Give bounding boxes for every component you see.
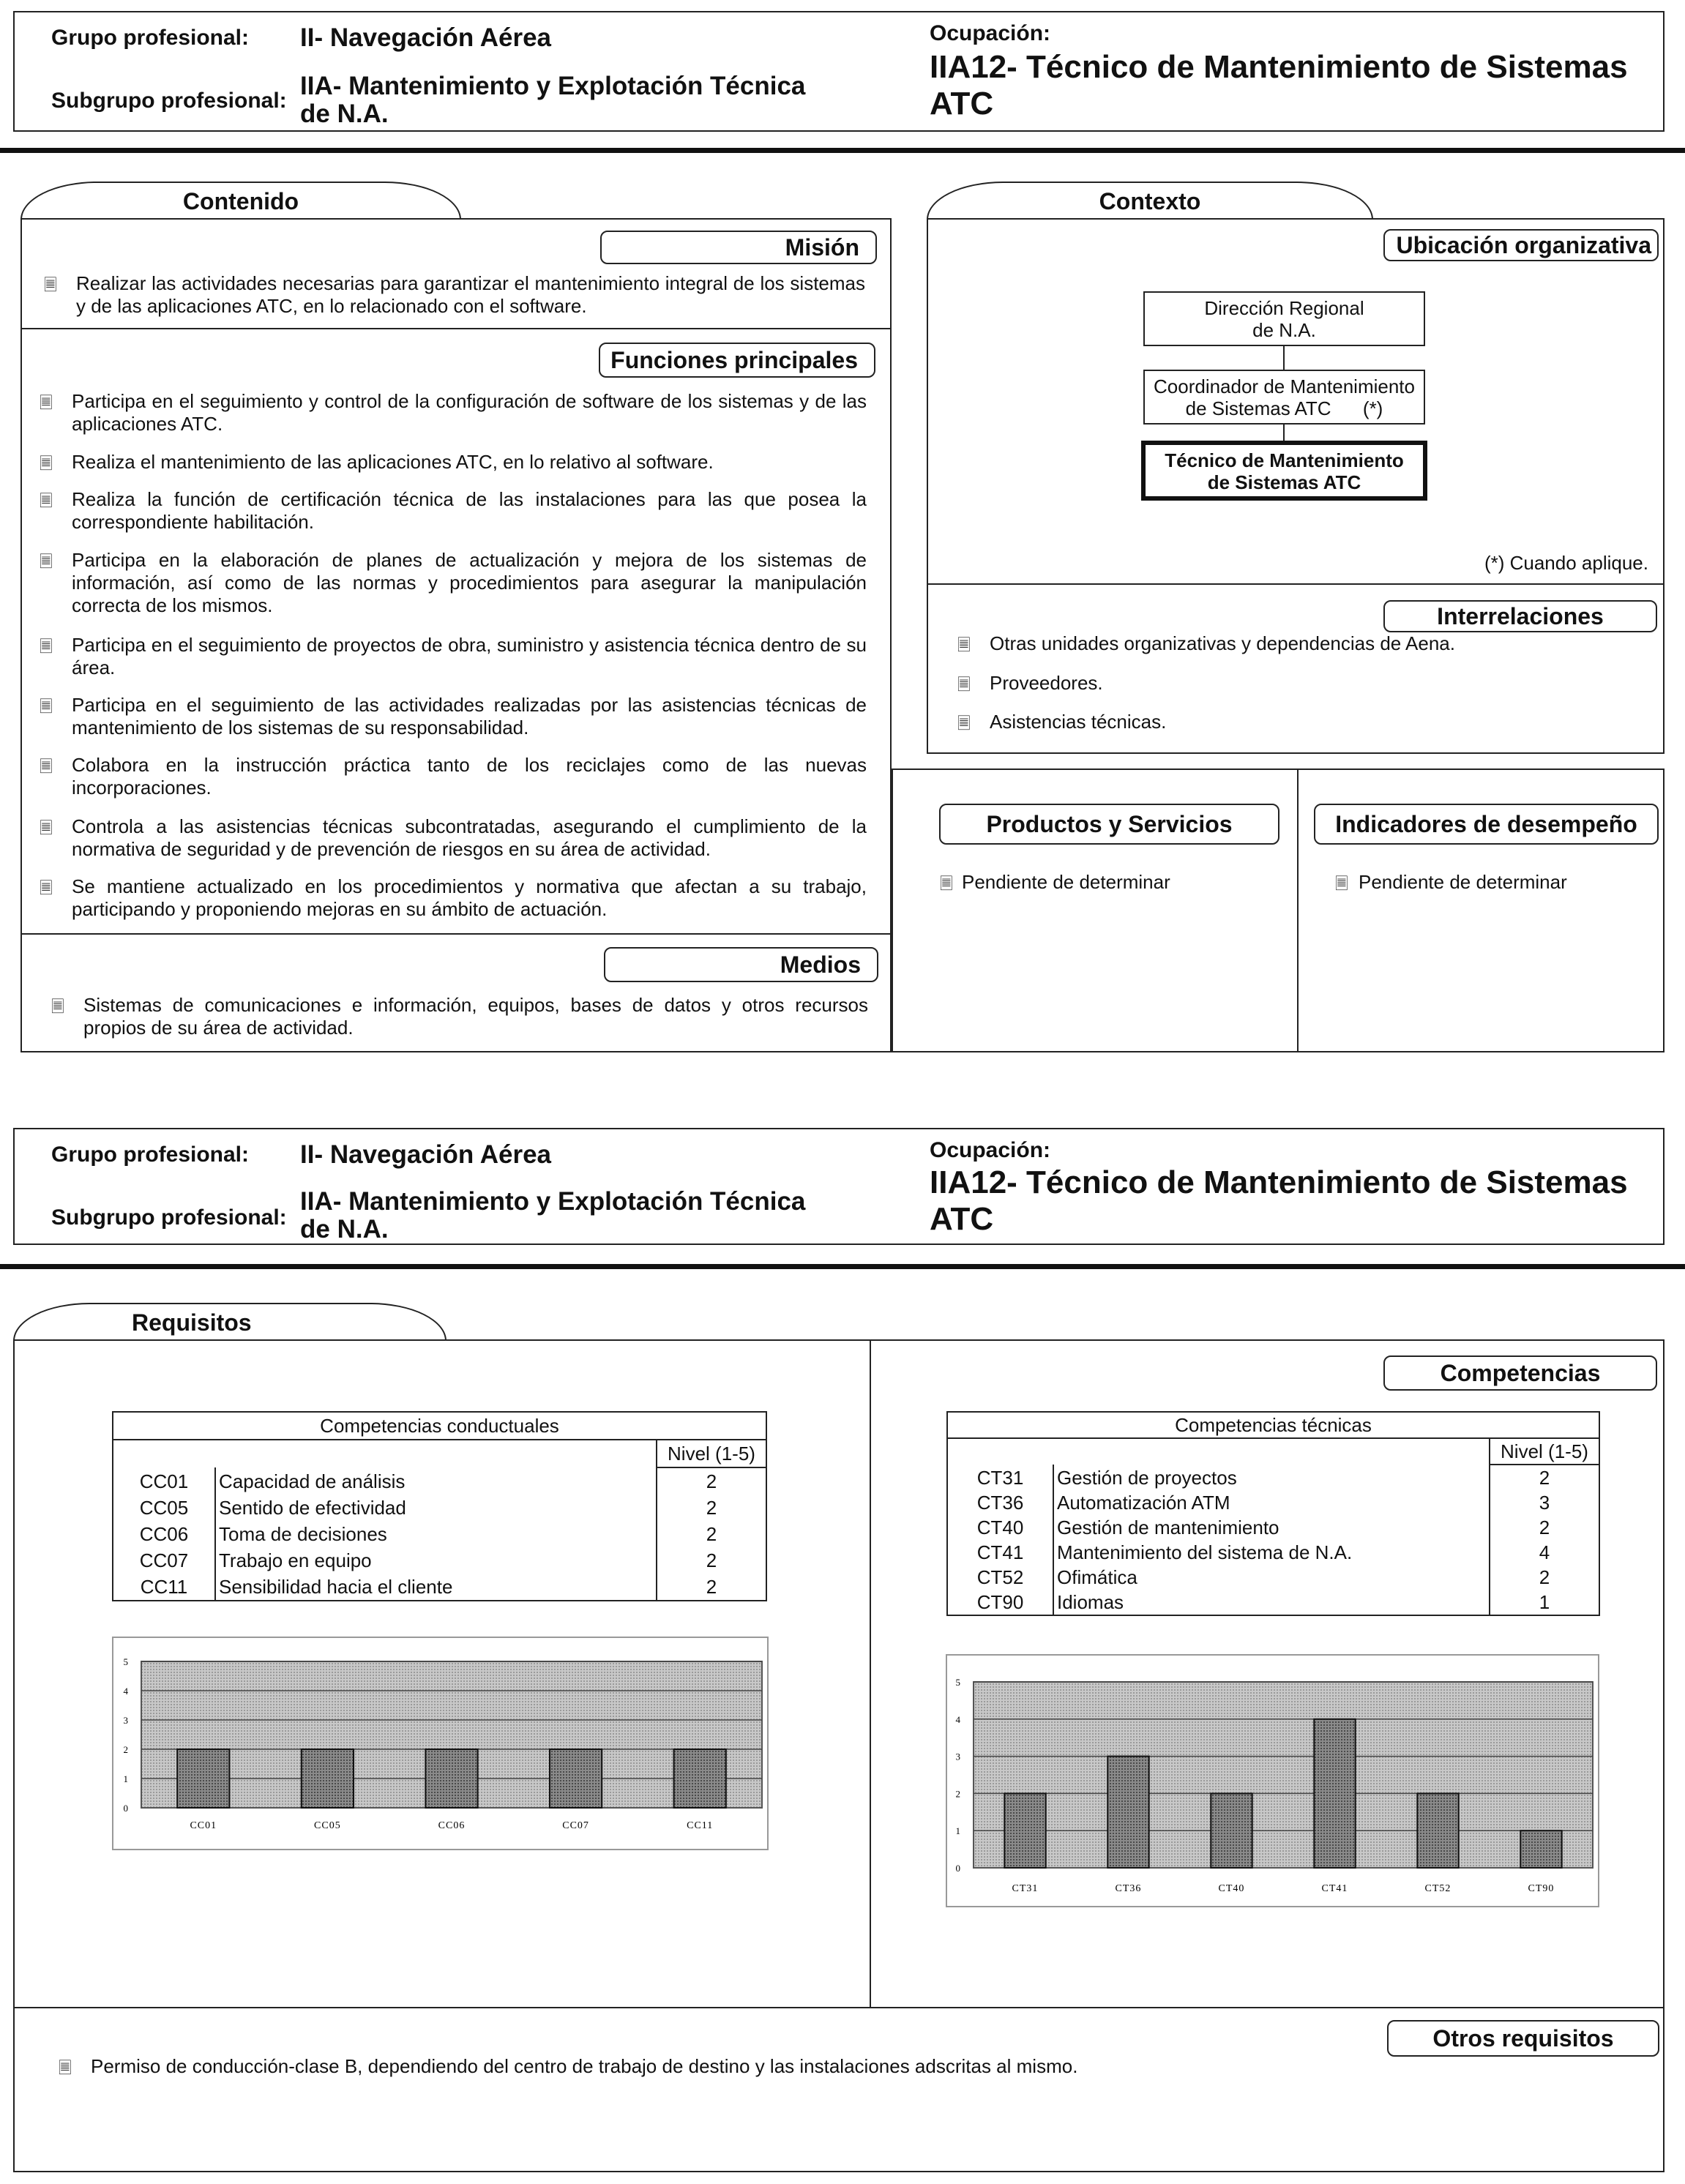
document-icon: 🗏 (59, 2059, 72, 2077)
otros-text: 🗏 Permiso de conducción-clase B, dependiendo del centro de trabajo de destino y las instalaciones adscritas al mismo. (91, 2055, 1482, 2078)
bar (1004, 1793, 1045, 1868)
table-row (947, 1540, 1599, 1565)
ubicacion-note: (*) Cuando aplique. (1484, 552, 1648, 574)
cell-code: CT90 (947, 1590, 1053, 1615)
cell-code: CC05 (113, 1495, 215, 1521)
indicadores-title: Indicadores de desempeño (1314, 804, 1659, 845)
cell-name: Gestión de proyectos (1057, 1466, 1237, 1489)
cell-name: Toma de decisiones (219, 1523, 387, 1545)
medios-title: Medios (604, 947, 878, 982)
table-row (113, 1521, 766, 1547)
competencias-title: Competencias (1383, 1355, 1657, 1391)
funciones-title: Funciones principales (599, 343, 875, 378)
header-box-1 (13, 11, 1665, 132)
bar (550, 1749, 602, 1808)
cell-code: CT40 (947, 1515, 1053, 1540)
subgrupo-value-line1: IIA- Mantenimiento y Explotación Técnica (300, 72, 806, 100)
list-item: 🗏 Realiza la función de certificación técnica de las instalaciones para las que posea la correspondiente habilitación. (40, 488, 867, 533)
x-tick-label: CT31 (1012, 1883, 1039, 1894)
x-tick-label: CC06 (438, 1820, 466, 1831)
list-item: 🗏 Participa en el seguimiento de proyectos de obra, suministro y asistencia técnica dentro de su área. (40, 634, 867, 678)
document-icon: 🗏 (40, 553, 53, 571)
x-tick-label: CC05 (314, 1820, 341, 1831)
table-title: Competencias técnicas (947, 1412, 1599, 1438)
bar (1520, 1830, 1561, 1868)
cell-level: 3 (1490, 1490, 1599, 1515)
grupo-label: Grupo profesional: (51, 1143, 249, 1167)
cell-level: 2 (657, 1467, 766, 1495)
ocupacion-line2: ATC (930, 1201, 994, 1237)
x-tick-label: CC01 (190, 1820, 217, 1831)
cell-level: 1 (1490, 1590, 1599, 1615)
requisitos-divider-h (13, 2007, 1665, 2008)
list-item: 🗏 Participa en el seguimiento de las actividades realizadas por las asistencias técnicas de mantenimiento de los sistemas de su responsabilidad. (40, 694, 867, 738)
nivel-header: Nivel (1-5) (657, 1440, 766, 1467)
table-row (947, 1590, 1599, 1615)
document-icon: 🗏 (40, 394, 53, 412)
y-tick-label: 2 (955, 1788, 960, 1800)
x-tick-label: CT41 (1321, 1883, 1348, 1894)
y-tick-label: 0 (123, 1803, 128, 1814)
y-tick-label: 1 (123, 1773, 128, 1784)
competencias-conductuales-table (112, 1411, 767, 1601)
subgrupo-label: Subgrupo profesional: (51, 89, 287, 113)
document-icon: 🗏 (1335, 875, 1348, 893)
y-tick-label: 3 (955, 1751, 960, 1762)
org-connector-2 (1283, 425, 1285, 442)
cell-code: CT52 (947, 1565, 1053, 1590)
cell-level: 2 (1490, 1515, 1599, 1540)
cell-name: Idiomas (1057, 1591, 1124, 1613)
interrelaciones-title: Interrelaciones (1383, 600, 1657, 632)
y-tick-label: 0 (955, 1863, 960, 1874)
document-icon: 🗏 (40, 879, 53, 897)
bar (1107, 1757, 1148, 1868)
list-item: 🗏 Participa en el seguimiento y control de la configuración de software de los sistemas y de las aplicaciones ATC. (40, 390, 867, 435)
subgrupo-value-line2: de N.A. (300, 1215, 389, 1244)
cell-level: 2 (657, 1574, 766, 1601)
document-icon: 🗏 (40, 758, 53, 776)
x-tick-label: CT40 (1218, 1883, 1245, 1894)
subgrupo-label: Subgrupo profesional: (51, 1205, 287, 1230)
org-box-tecnico: Técnico de Mantenimiento de Sistemas ATC (1141, 441, 1427, 501)
table-row (947, 1490, 1599, 1515)
mision-text: 🗏 Realizar las actividades necesarias para garantizar el mantenimiento integral de los sistemas y de las aplicaciones ATC, en lo relacionado con el software. (44, 272, 865, 317)
y-tick-label: 5 (955, 1677, 960, 1688)
document-icon: 🗏 (957, 676, 971, 694)
cell-name: Mantenimiento del sistema de N.A. (1057, 1541, 1353, 1563)
x-tick-label: CC11 (687, 1820, 714, 1831)
otros-title: Otros requisitos (1387, 2020, 1659, 2057)
document-icon: 🗏 (40, 455, 53, 473)
nivel-header: Nivel (1-5) (1490, 1438, 1599, 1465)
cell-code: CT41 (947, 1540, 1053, 1565)
ocupacion-line2: ATC (930, 86, 994, 121)
x-tick-label: CT52 (1424, 1883, 1452, 1894)
cell-name: Sensibilidad hacia el cliente (219, 1576, 453, 1598)
competencias-tecnicas-chart (946, 1654, 1599, 1907)
org-box-coordinador: Coordinador de Mantenimiento de Sistemas ATC (*) (1143, 370, 1425, 425)
medios-text: 🗏 Sistemas de comunicaciones e información, equipos, bases de datos y otros recursos propios de su área de actividad. (51, 994, 868, 1039)
bar (425, 1749, 477, 1808)
header-box-2 (13, 1128, 1665, 1245)
cell-level: 2 (1490, 1465, 1599, 1490)
header-rule-2 (0, 1264, 1685, 1269)
productos-title: Productos y Servicios (939, 804, 1279, 845)
ocupacion-line1: IIA12- Técnico de Mantenimiento de Sistemas (930, 49, 1628, 85)
contexto-divider (927, 583, 1665, 585)
document-icon: 🗏 (40, 637, 53, 656)
y-tick-label: 2 (123, 1744, 128, 1755)
list-item: 🗏 Participa en la elaboración de planes de actualización y mejora de los sistemas de información, así como de las normas y procedimientos para asegurar la manipulación correcta de los mismos. (40, 549, 867, 616)
y-tick-label: 3 (123, 1715, 128, 1726)
table-row (113, 1467, 766, 1495)
cell-name: Gestión de mantenimiento (1057, 1517, 1279, 1538)
document-icon: 🗏 (40, 698, 53, 716)
cell-code: CT31 (947, 1465, 1053, 1490)
subgrupo-value-line2: de N.A. (300, 100, 389, 128)
document-icon: 🗏 (957, 636, 971, 654)
document-icon: 🗏 (940, 875, 953, 893)
org-connector-1 (1283, 346, 1285, 370)
document-icon: 🗏 (40, 492, 53, 510)
cell-level: 2 (1490, 1565, 1599, 1590)
contenido-divider-2 (20, 933, 892, 935)
list-item: 🗏 Se mantiene actualizado en los procedimientos y normativa que afectan a su trabajo, participando y proponiendo mejoras en su ámbito de actuación. (40, 875, 867, 920)
plot-area (974, 1682, 1593, 1868)
cell-code: CC06 (113, 1521, 215, 1547)
list-item: 🗏 Asistencias técnicas. (990, 711, 1648, 733)
competencias-tecnicas-table (946, 1411, 1600, 1616)
ocupacion-line1: IIA12- Técnico de Mantenimiento de Sistemas (930, 1164, 1628, 1200)
bar (1211, 1793, 1252, 1868)
table-title: Competencias conductuales (113, 1412, 766, 1440)
list-item: 🗏 Proveedores. (990, 672, 1648, 695)
cell-level: 2 (657, 1521, 766, 1547)
cell-code: CC01 (113, 1467, 215, 1495)
grupo-label: Grupo profesional: (51, 26, 249, 50)
table-row (947, 1465, 1599, 1490)
list-item: 🗏 Otras unidades organizativas y dependencias de Aena. (990, 632, 1648, 655)
bar (674, 1749, 726, 1808)
list-item: 🗏 Realiza el mantenimiento de las aplicaciones ATC, en lo relativo al software. (72, 451, 867, 474)
cell-name: Automatización ATM (1057, 1492, 1230, 1514)
table-row (113, 1547, 766, 1574)
bar (1314, 1719, 1355, 1868)
contenido-divider-1 (20, 328, 892, 329)
table-row (947, 1515, 1599, 1540)
cell-level: 4 (1490, 1540, 1599, 1565)
indicadores-text: 🗏 Pendiente de determinar (1359, 871, 1651, 894)
cell-name: Sentido de efectividad (219, 1497, 406, 1519)
cell-code: CC11 (113, 1574, 215, 1601)
cell-name: Ofimática (1057, 1566, 1137, 1588)
productos-text: 🗏 Pendiente de determinar (962, 871, 1284, 894)
cell-level: 2 (657, 1547, 766, 1574)
grupo-value: II- Navegación Aérea (300, 1140, 552, 1169)
x-tick-label: CT90 (1528, 1883, 1555, 1894)
table-row (113, 1574, 766, 1601)
y-tick-label: 1 (955, 1825, 960, 1837)
contenido-tab: Contenido (20, 182, 461, 220)
header-rule-1 (0, 148, 1685, 153)
subgrupo-value-line1: IIA- Mantenimiento y Explotación Técnica (300, 1187, 806, 1216)
ubicacion-title: Ubicación organizativa (1383, 229, 1659, 261)
cell-code: CT36 (947, 1490, 1053, 1515)
cell-name: Capacidad de análisis (219, 1470, 406, 1492)
x-tick-label: CC07 (562, 1820, 589, 1831)
table-row (947, 1565, 1599, 1590)
ocupacion-label: Ocupación: (930, 1138, 1051, 1162)
y-tick-label: 4 (955, 1713, 960, 1725)
contexto-tab: Contexto (927, 182, 1373, 220)
document-icon: 🗏 (44, 276, 57, 294)
x-tick-label: CT36 (1115, 1883, 1142, 1894)
document-icon: 🗏 (957, 714, 971, 733)
document-icon: 🗏 (51, 998, 64, 1016)
grupo-value: II- Navegación Aérea (300, 23, 552, 52)
list-item: 🗏 Controla a las asistencias técnicas subcontratadas, asegurando el cumplimiento de la normativa de seguridad y de prevención de riesgos en su área de actividad. (40, 815, 867, 860)
cell-code: CC07 (113, 1547, 215, 1574)
table-row (113, 1495, 766, 1521)
bar (302, 1749, 354, 1808)
competencias-conductuales-chart (112, 1637, 769, 1850)
requisitos-divider-v (870, 1339, 871, 2007)
y-tick-label: 4 (123, 1686, 128, 1697)
mision-title: Misión (600, 231, 877, 264)
y-tick-label: 5 (123, 1656, 128, 1667)
cell-name: Trabajo en equipo (219, 1549, 372, 1571)
org-box-direccion: Dirección Regional de N.A. (1143, 291, 1425, 346)
bar (177, 1749, 229, 1808)
document-icon: 🗏 (40, 819, 53, 837)
requisitos-tab: Requisitos (13, 1303, 447, 1341)
ocupacion-label: Ocupación: (930, 21, 1051, 45)
cell-level: 2 (657, 1495, 766, 1521)
productos-indicadores-divider (1297, 768, 1299, 1052)
list-item: 🗏 Colabora en la instrucción práctica tanto de los reciclajes como de las nuevas incorporaciones. (40, 754, 867, 799)
bar (1417, 1793, 1458, 1868)
